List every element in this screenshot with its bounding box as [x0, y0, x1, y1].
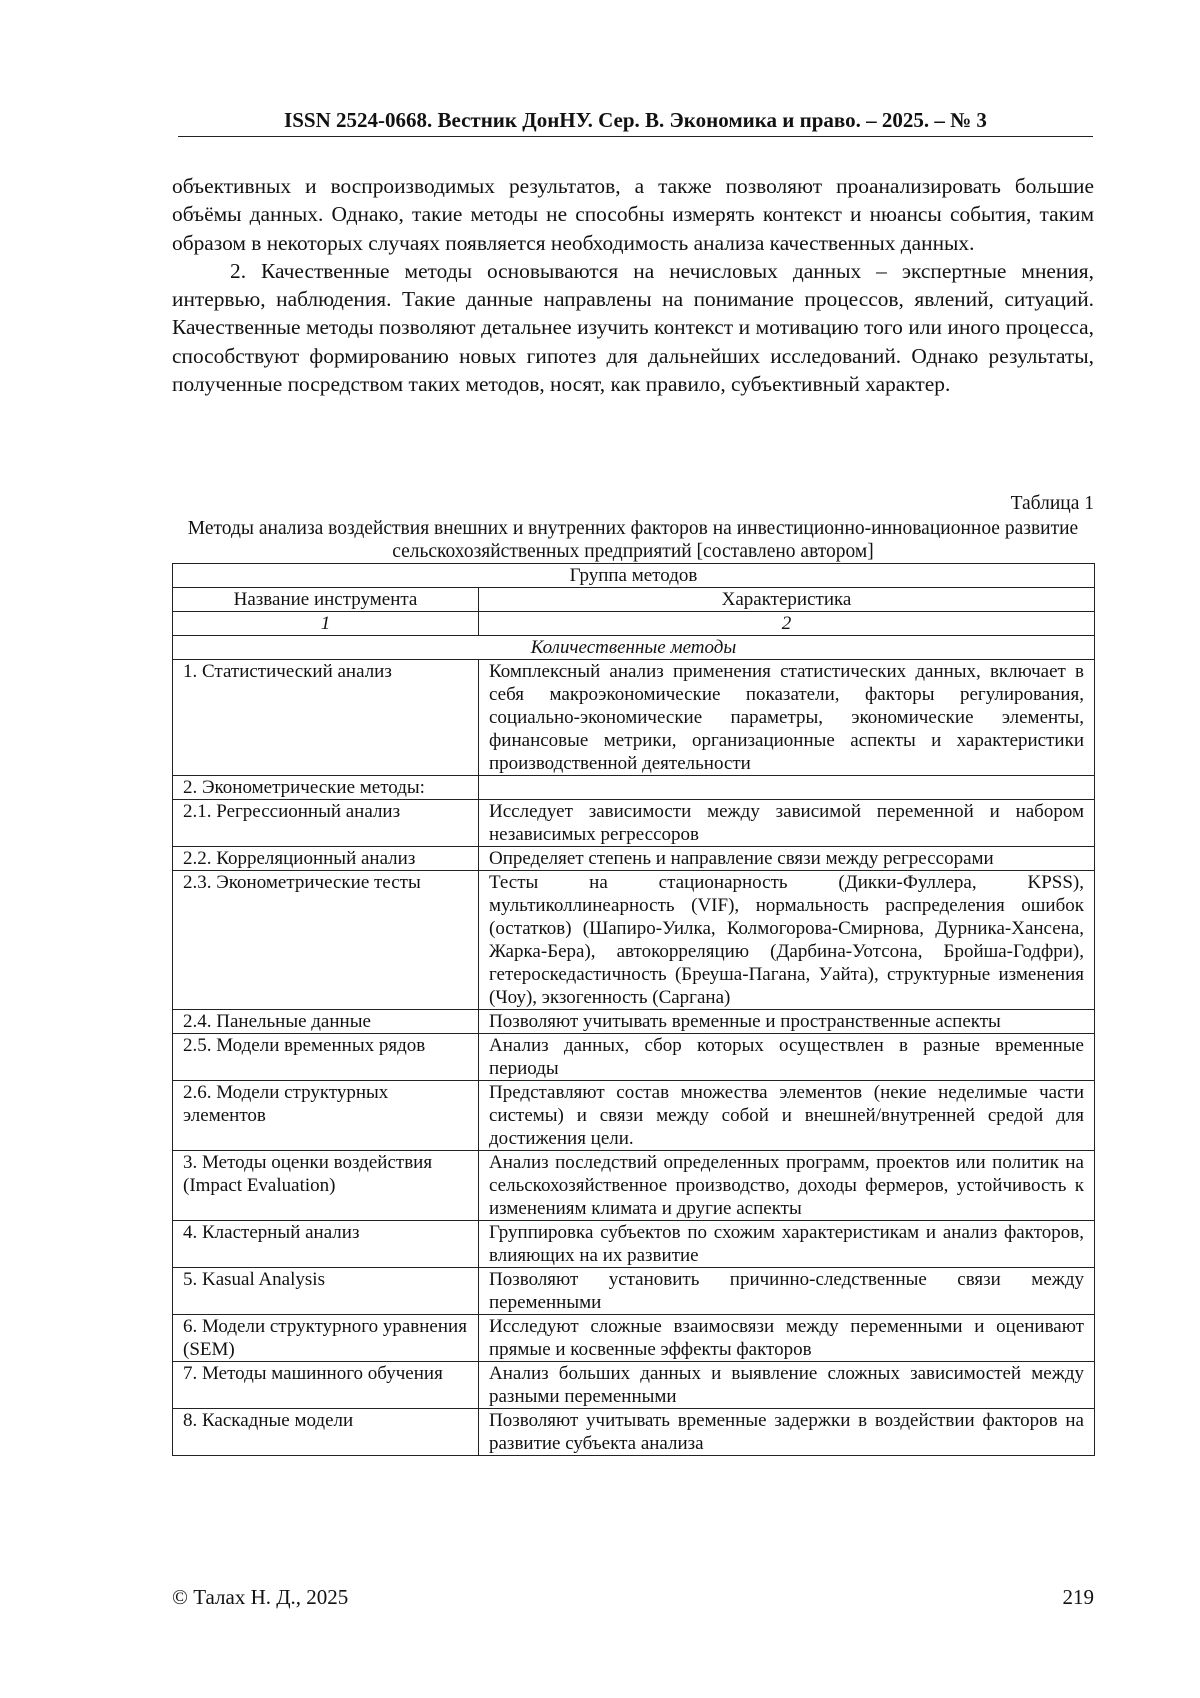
method-name-cell: 2.5. Модели временных рядов: [173, 1034, 479, 1081]
table-row: [173, 1221, 1095, 1268]
table-row: [173, 1081, 1095, 1151]
col1-number-cell: 1: [173, 612, 479, 636]
table-column-number-row: [173, 612, 1095, 636]
table-row: [173, 1315, 1095, 1362]
copyright-notice: © Талах Н. Д., 2025: [172, 1585, 349, 1609]
method-desc-cell: Позволяют учитывать временные и пространственные аспекты: [479, 1010, 1095, 1034]
method-name-cell: 6. Модели структурного уравнения (SEM): [173, 1315, 479, 1362]
table-section-row: [173, 636, 1095, 660]
method-name-cell: 2.4. Панельные данные: [173, 1010, 479, 1034]
col2-number-cell: 2: [479, 612, 1095, 636]
method-desc-cell: Позволяют установить причинно-следственные связи между переменными: [479, 1268, 1095, 1315]
table-row: [173, 1268, 1095, 1315]
method-desc-cell: Исследует зависимости между зависимой переменной и набором независимых регрессоров: [479, 800, 1095, 847]
table-row: [173, 1010, 1095, 1034]
method-desc-cell: Анализ данных, сбор которых осуществлен в разные временные периоды: [479, 1034, 1095, 1081]
paragraph-2: 2. Качественные методы основываются на нечисловых данных – экспертные мнения, интервью, наблюдения. Такие данные направлены на понимание процессов, явлений, ситуаций. Качественные методы позволяют детальнее изучить контекст и мотивацию того или иного процесса, способствуют формированию новых гипотез для дальнейших исследований. Однако результаты, полученные посредством таких методов, носят, как правило, субъективный характер.: [172, 258, 1094, 397]
section-title-cell: Количественные методы: [173, 636, 1095, 660]
methods-table: [172, 563, 1095, 1456]
method-name-cell: 2.2. Корреляционный анализ: [173, 847, 479, 871]
method-name-cell: 8. Каскадные модели: [173, 1409, 479, 1456]
paragraph-1: объективных и воспроизводимых результатов, а также позволяют проанализировать большие объёмы данных. Однако, такие методы не способны измерять контекст и нюансы события, таким образом в некоторых случаях появляется необходимость анализа качественных данных.: [172, 174, 1094, 255]
method-desc-cell: Комплексный анализ применения статистических данных, включает в себя макроэкономические показатели, факторы регулирования, социально-экономические параметры, экономические элементы, финансовые метрики, организационные аспекты и характеристики производственной деятельности: [479, 660, 1095, 776]
method-desc-cell: [479, 776, 1095, 800]
page-number: 219: [1062, 1585, 1094, 1609]
method-name-cell: 2.3. Эконометрические тесты: [173, 871, 479, 1010]
col2-header-cell: Характеристика: [479, 588, 1095, 612]
table-row: [173, 871, 1095, 1010]
table-row: [173, 800, 1095, 847]
table-row: [173, 1362, 1095, 1409]
journal-header: ISSN 2524-0668. Вестник ДонНУ. Сер. В. Экономика и право. – 2025. – № 3: [178, 107, 1093, 137]
table-row: [173, 1151, 1095, 1221]
method-name-cell: 2.1. Регрессионный анализ: [173, 800, 479, 847]
table-column-header-row: [173, 588, 1095, 612]
table-row: [173, 660, 1095, 776]
method-name-cell: 2.6. Модели структурных элементов: [173, 1081, 479, 1151]
method-name-cell: 3. Методы оценки воздействия (Impact Evaluation): [173, 1151, 479, 1221]
method-desc-cell: Исследуют сложные взаимосвязи между переменными и оценивают прямые и косвенные эффекты факторов: [479, 1315, 1095, 1362]
table-row: [173, 776, 1095, 800]
group-header-cell: Группа методов: [173, 564, 1095, 588]
method-desc-cell: Позволяют учитывать временные задержки в воздействии факторов на развитие субъекта анализа: [479, 1409, 1095, 1456]
table-row: [173, 1409, 1095, 1456]
col1-header-cell: Название инструмента: [173, 588, 479, 612]
table-label: Таблица 1: [1010, 493, 1094, 514]
body-text: [172, 172, 1094, 398]
table-row: [173, 847, 1095, 871]
method-desc-cell: Анализ больших данных и выявление сложных зависимостей между разными переменными: [479, 1362, 1095, 1409]
method-desc-cell: Представляют состав множества элементов (некие неделимые части системы) и связи между собой и внешней/внутренней средой для достижения цели.: [479, 1081, 1095, 1151]
method-name-cell: 2. Эконометрические методы:: [173, 776, 479, 800]
method-name-cell: 7. Методы машинного обучения: [173, 1362, 479, 1409]
method-name-cell: 5. Kasual Analysis: [173, 1268, 479, 1315]
method-name-cell: 4. Кластерный анализ: [173, 1221, 479, 1268]
table-caption: Методы анализа воздействия внешних и внутренних факторов на инвестиционно-инновационное развитие сельскохозяйственных предприятий [составлено автором]: [187, 518, 1079, 562]
method-name-cell: 1. Статистический анализ: [173, 660, 479, 776]
table-row: [173, 1034, 1095, 1081]
method-desc-cell: Группировка субъектов по схожим характеристикам и анализ факторов, влияющих на их развитие: [479, 1221, 1095, 1268]
method-desc-cell: Определяет степень и направление связи между регрессорами: [479, 847, 1095, 871]
method-desc-cell: Тесты на стационарность (Дикки-Фуллера, KPSS), мультиколлинеарность (VIF), нормальность распределения ошибок (остатков) (Шапиро-Уилка, Колмогорова-Смирнова, Дурника-Хансена, Жарка-Бера), автокорреляцию (Дарбина-Уотсона, Бройша-Годфри), гетероскедастичность (Бреуша-Пагана, Уайта), структурные изменения (Чоу), экзогенность (Саргана): [479, 871, 1095, 1010]
method-desc-cell: Анализ последствий определенных программ, проектов или политик на сельскохозяйственное производство, доходы фермеров, устойчивость к изменениям климата и другие аспекты: [479, 1151, 1095, 1221]
table-group-header-row: [173, 564, 1095, 588]
